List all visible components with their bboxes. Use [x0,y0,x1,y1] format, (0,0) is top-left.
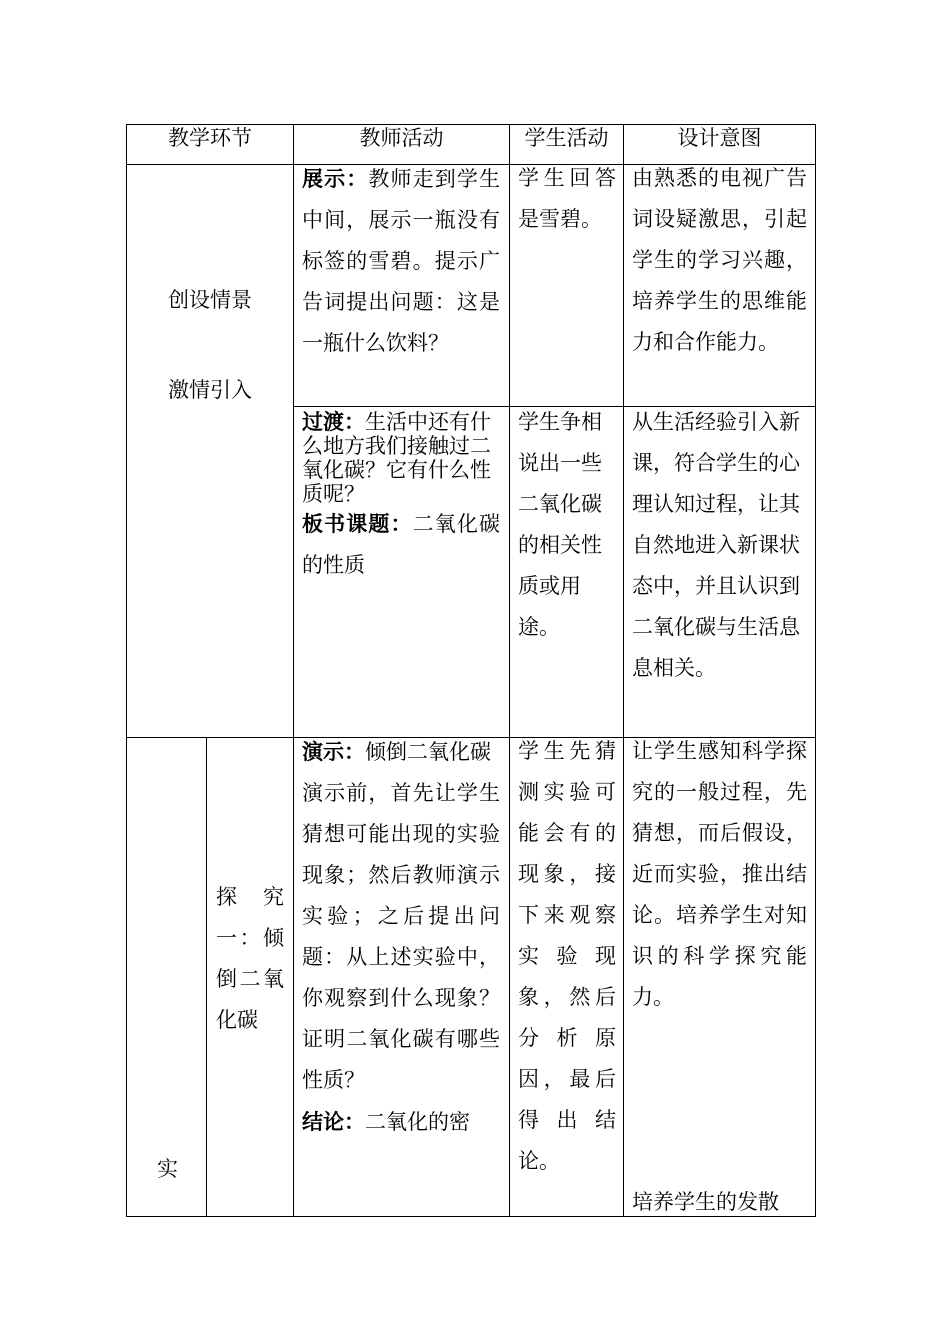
design-intent-2: 从生活经验引入新课，符合学生的心理认知过程，让其自然地进入新课状态中，并且认识到二氧化碳与生活息息相关。 [632,410,800,680]
column-divider-3 [623,124,624,1217]
label-board-title: 板书课题： [302,511,413,536]
teacher-activity-show [302,158,500,364]
label-show: 展示： [302,166,369,191]
student-activity-discuss: 学生争相说出一些二氧化碳的相关性质或用途。 [518,410,602,639]
design-intent-3: 让学生感知科学探究的一般过程，先猜想，而后假设，近而实验，推出结论。培养学生对知识的科学探究能力。 [632,739,807,1009]
column-divider-1 [293,124,294,1217]
student-activity-observe: 学生先猜测实验可能会有的现象，接下来观察实验现象，然后分析原因，最后得出结论。 [518,739,616,1173]
table-border-right [815,124,816,1217]
design-intent-4: 培养学生的发散 [632,1190,779,1214]
teacher-activity-pour-co2 [302,731,500,1143]
stage-cell-experiment: 实 [157,1157,178,1181]
label-transition: 过渡： [302,409,365,434]
label-conclusion: 结论： [302,1109,365,1134]
header-design-intent: 设计意图 [677,126,762,150]
stage-cell-explore-one: 探究一：倾倒二氧化碳 [216,885,284,1032]
stage-line-1: 创设情景 [168,288,252,312]
stage-cell-intro [127,255,293,435]
teacher-demo-text: 倾倒二氧化碳 [365,740,491,764]
header-stage: 教学环节 [168,126,252,150]
teacher-transition-text: 生活中还有什么地方我们接触过二氧化碳？它有什么性质呢？ [302,410,491,506]
column-divider-2 [509,124,510,1217]
teacher-demo-procedure: 演示前，首先让学生猜想可能出现的实验现象；然后教师演示实验；之后提出问题：从上述实验中，你观察到什么现象？证明二氧化碳有哪些性质？ [302,781,500,1092]
teacher-show-text: 教师走到学生中间，展示一瓶没有标签的雪碧。提示广告词提出问题：这是一瓶什么饮料？ [302,167,500,355]
header-teacher-activity: 教师活动 [359,126,444,150]
teacher-activity-transition [302,410,500,586]
stage-line-2: 激情引入 [168,378,252,402]
header-student-activity: 学生活动 [524,126,609,150]
design-intent-1: 由熟悉的电视广告词设疑激思，引起学生的学习兴趣，培养学生的思维能力和合作能力。 [632,166,807,354]
teacher-board-title-text: 二氧化碳的性质 [302,512,500,577]
teacher-conclusion-text: 二氧化的密 [365,1110,470,1134]
label-demo: 演示： [302,739,365,764]
student-activity-answer: 学生回答是雪碧。 [518,166,616,231]
stage-subcolumn-divider [206,737,207,1217]
